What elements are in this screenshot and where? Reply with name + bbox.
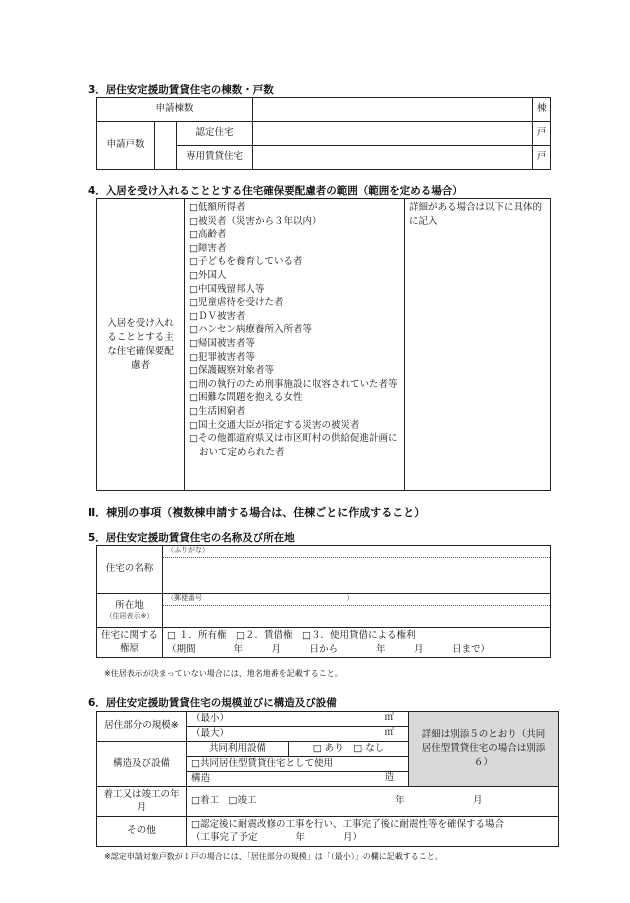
scale-note: ※認定申請対象戸数が１戸の場合には、「居住部分の規模」は「（最小）」の欄に記載すること。 (104, 852, 443, 861)
facility-options[interactable]: □ あり □ なし (289, 742, 409, 757)
structure-field-label: 構造 (191, 772, 211, 784)
address-note: ※住居表示が決まっていない場合には、地名地番を記載すること。 (104, 669, 343, 678)
seismic-checkbox[interactable]: □認定後に耐震改修の工事を行い、工事完了後に耐震性等を確保する場合 (191, 818, 504, 830)
address-label: 所在地 (115, 599, 144, 611)
section-6-heading: 6．居住安定援助賃貸住宅の規模並びに構造及び設備 (88, 697, 337, 709)
name-address-table (96, 545, 551, 658)
start-month: 月 (473, 795, 483, 806)
shared-facility-label: 共同利用設備 (187, 742, 289, 757)
min-sqm-unit: ㎡ (384, 712, 395, 723)
units-label: 申請戸数 (97, 122, 155, 170)
max-label: （最大） (191, 727, 230, 739)
start-year: 年 (395, 795, 405, 806)
shared-use-checkbox[interactable]: □共同居住型賃貸住宅として使用 (187, 757, 409, 772)
building-count-label: 申請棟数 (97, 98, 253, 122)
detail-note[interactable]: 詳細がある場合は以下に具体的に記入 (405, 199, 551, 491)
checkbox-item[interactable]: □子どもを養育している者 (189, 256, 303, 268)
exclusive-unit: 戸 (533, 146, 551, 170)
address-sub: （住居表示※） (105, 612, 154, 621)
building-count-field[interactable] (253, 98, 533, 122)
section-4-heading: 4．入居を受け入れることとする住宅確保要配慮者の範囲（範囲を定める場合） (88, 185, 463, 197)
checkbox-item[interactable]: □障害者 (189, 242, 227, 254)
exclusive-label: 専用賃貸住宅 (177, 146, 253, 170)
checkbox-item[interactable]: □被災者（災害から３年以内） (189, 215, 322, 227)
name-label: 住宅の名称 (97, 546, 163, 594)
tenant-range-table (96, 198, 551, 491)
max-sqm-unit: ㎡ (384, 727, 395, 738)
certified-field[interactable] (253, 122, 533, 146)
postal-label: （郵便番号 (167, 594, 202, 602)
completion-schedule[interactable]: （工事完了予定 年 月） (191, 831, 363, 843)
postal-close: ） (346, 594, 354, 602)
checkbox-item[interactable]: □低額所得者 (189, 202, 246, 213)
checkbox-item[interactable]: □困難な問題を抱える女性 (189, 392, 303, 404)
building-unit: 棟 (533, 98, 551, 122)
unit-count-table (96, 97, 551, 170)
rights-period[interactable]: （期間 年 月 日から 年 月 日まで） (167, 643, 491, 655)
scale-structure-table (96, 711, 559, 847)
start-options[interactable]: □着工 □竣工 (191, 795, 257, 807)
checkbox-item[interactable]: □保護観察対象者等 (189, 365, 274, 377)
checkbox-item[interactable]: □生活困窮者 (189, 405, 246, 417)
start-label: 着工又は竣工の年月 (97, 787, 187, 817)
name-field[interactable] (163, 558, 551, 594)
checkbox-item[interactable]: □その他都道府県又は市区町村の供給促進計画において定められた者 (189, 433, 398, 458)
certified-label: 認定住宅 (177, 122, 253, 146)
section-2-heading: Ⅱ．棟別の事項（複数棟申請する場合は、住棟ごとに作成すること） (88, 506, 426, 519)
rights-label: 住宅に関する権原 (97, 628, 163, 658)
checkbox-item[interactable]: □中国残留邦人等 (189, 283, 265, 295)
rights-options[interactable]: □ １．所有権 □２．賃借権 □３．使用貸借による権利 (167, 630, 416, 642)
tenant-range-label: 入居を受け入れることとする主な住宅確保要配慮者 (97, 199, 185, 491)
checkbox-item[interactable]: □児童虐待を受けた者 (189, 297, 284, 309)
checkbox-item[interactable]: □ＤＶ被害者 (189, 310, 246, 322)
section-5-heading: 5．居住安定援助賃貸住宅の名称及び所在地 (88, 532, 295, 544)
checkbox-item[interactable]: □外国人 (189, 269, 227, 281)
checkbox-item[interactable]: □帰国被害者等 (189, 337, 255, 349)
checkbox-item[interactable]: □国土交通大臣が指定する災害の被災者 (189, 419, 360, 431)
other-label: その他 (97, 817, 187, 847)
exclusive-field[interactable] (253, 146, 533, 170)
furigana-label: （ふりがな） (163, 546, 551, 558)
structure-unit: 造 (384, 772, 395, 783)
checkbox-item[interactable]: □高齢者 (189, 229, 227, 241)
checkbox-item[interactable]: □刑の執行のため刑事施設に収容されていた者等 (189, 378, 398, 390)
tenant-checklist (189, 201, 400, 459)
min-label: （最小） (191, 712, 230, 724)
detail-box: 詳細は別添５のとおり（共同居住型賃貸住宅の場合は別添６） (409, 712, 559, 787)
certified-unit: 戸 (533, 122, 551, 146)
structure-label: 構造及び設備 (97, 742, 187, 787)
section-3-heading: 3．居住安定援助賃貸住宅の棟数・戸数 (88, 84, 274, 96)
scale-label: 居住部分の規模※ (97, 712, 187, 742)
checkbox-item[interactable]: □犯罪被害者等 (189, 351, 255, 363)
address-field[interactable] (163, 606, 551, 628)
checkbox-item[interactable]: □ハンセン病療養所入所者等 (189, 324, 312, 336)
